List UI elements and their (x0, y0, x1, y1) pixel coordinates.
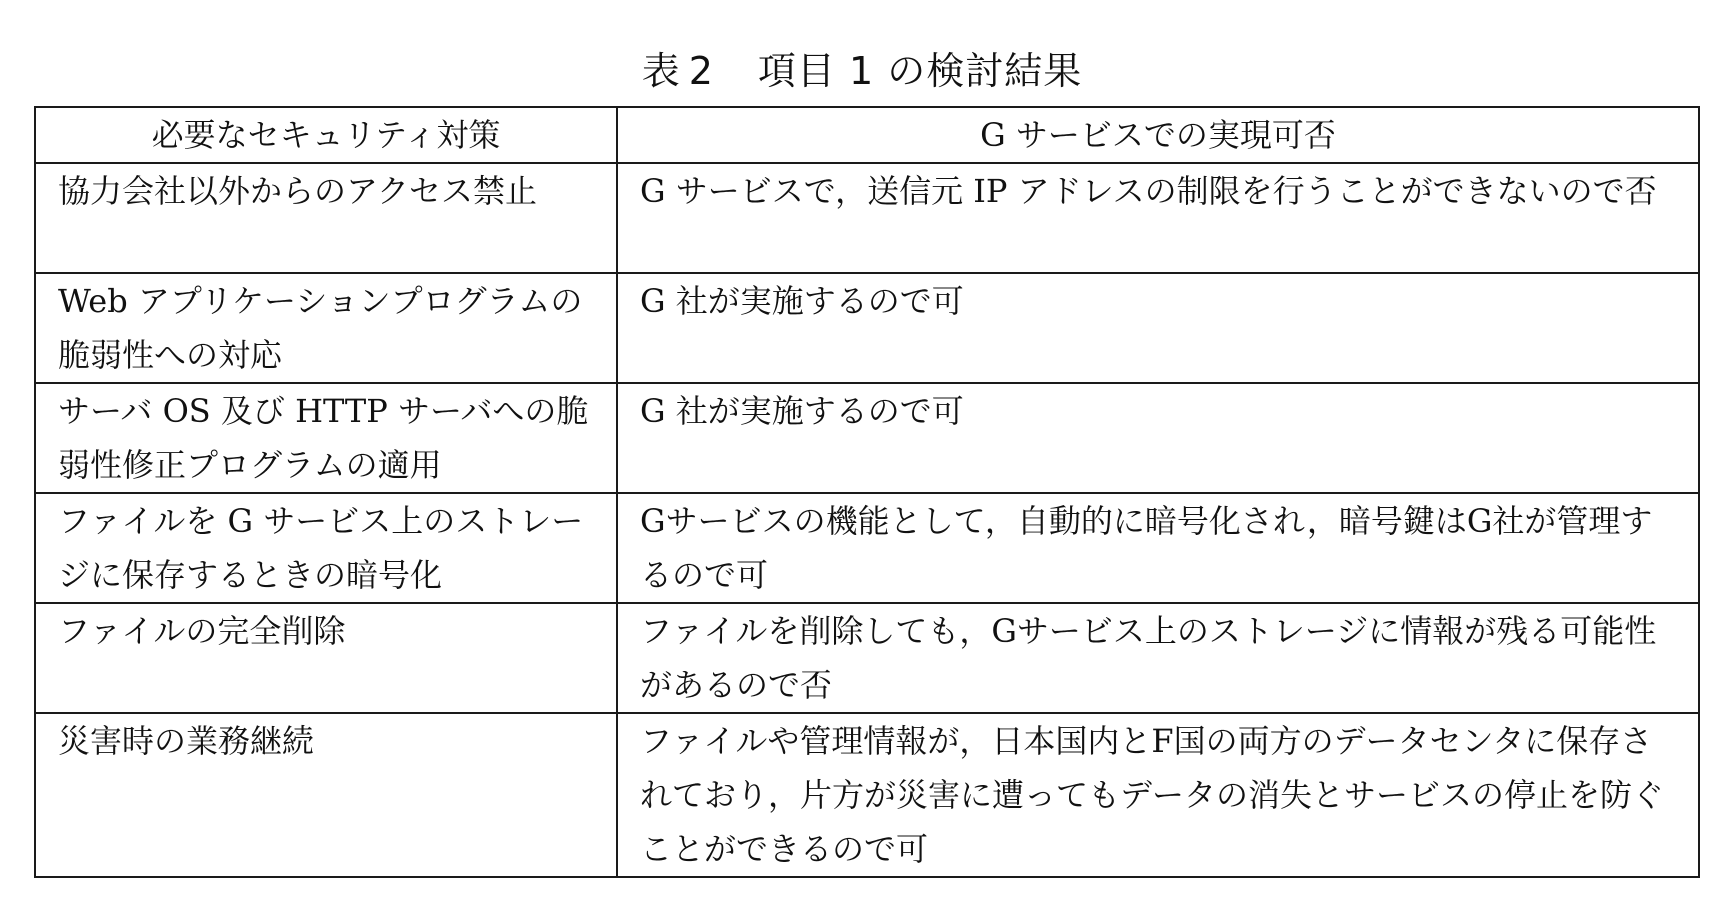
result-cell: G サービスで，送信元 IP アドレスの制限を行うことができないので否 (617, 163, 1699, 273)
result-cell: ファイルや管理情報が，日本国内とF国の両方のデータセンタに保存されており，片方が災害に遭ってもデータの消失とサービスの停止を防ぐことができるので可 (617, 713, 1699, 877)
measure-cell: Web アプリケーションプログラムの脆弱性への対応 (35, 273, 617, 383)
table-row (35, 493, 1699, 603)
caption-number: 2 (688, 49, 714, 93)
results-table (34, 106, 1700, 878)
column-header-result: G サービスでの実現可否 (617, 107, 1699, 163)
table-row (35, 713, 1699, 877)
measure-cell: ファイルを G サービス上のストレージに保存するときの暗号化 (35, 493, 617, 603)
table-row (35, 273, 1699, 383)
table-row (35, 603, 1699, 713)
measure-cell: 協力会社以外からのアクセス禁止 (35, 163, 617, 273)
measure-cell: ファイルの完全削除 (35, 603, 617, 713)
caption-title: 項目 1 の検討結果 (757, 49, 1083, 93)
result-cell: Gサービスの機能として，自動的に暗号化され，暗号鍵はG社が管理するので可 (617, 493, 1699, 603)
table-row (35, 163, 1699, 273)
table-row (35, 383, 1699, 493)
table-caption (0, 40, 1724, 95)
column-header-measure: 必要なセキュリティ対策 (35, 107, 617, 163)
result-cell: G 社が実施するので可 (617, 383, 1699, 493)
header-row (35, 107, 1699, 163)
measure-cell: サーバ OS 及び HTTP サーバへの脆弱性修正プログラムの適用 (35, 383, 617, 493)
measure-cell: 災害時の業務継続 (35, 713, 617, 877)
caption-label: 表 (641, 49, 681, 93)
result-cell: G 社が実施するので可 (617, 273, 1699, 383)
result-cell: ファイルを削除しても，Gサービス上のストレージに情報が残る可能性があるので否 (617, 603, 1699, 713)
